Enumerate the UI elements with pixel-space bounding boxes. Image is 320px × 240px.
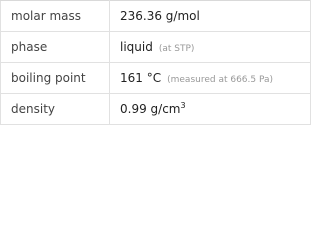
property-note: (measured at 666.5 Pa)	[167, 75, 274, 85]
property-label: density	[1, 94, 110, 125]
property-label: molar mass	[1, 1, 110, 32]
property-value: 236.36 g/mol	[120, 9, 200, 23]
property-value-cell	[110, 1, 311, 32]
property-value: liquid	[120, 40, 153, 54]
table-row	[1, 1, 311, 32]
table-row	[1, 94, 311, 125]
property-value-cell	[110, 63, 311, 94]
table-row	[1, 32, 311, 63]
property-value-cell	[110, 94, 311, 125]
property-note: (at STP)	[158, 44, 195, 54]
property-value: 161 °C	[120, 71, 162, 85]
unit-exponent: 3	[180, 101, 186, 110]
property-value-cell	[110, 32, 311, 63]
property-label: boiling point	[1, 63, 110, 94]
property-label: phase	[1, 32, 110, 63]
property-value: 0.99 g/cm	[120, 102, 181, 116]
table-row	[1, 63, 311, 94]
